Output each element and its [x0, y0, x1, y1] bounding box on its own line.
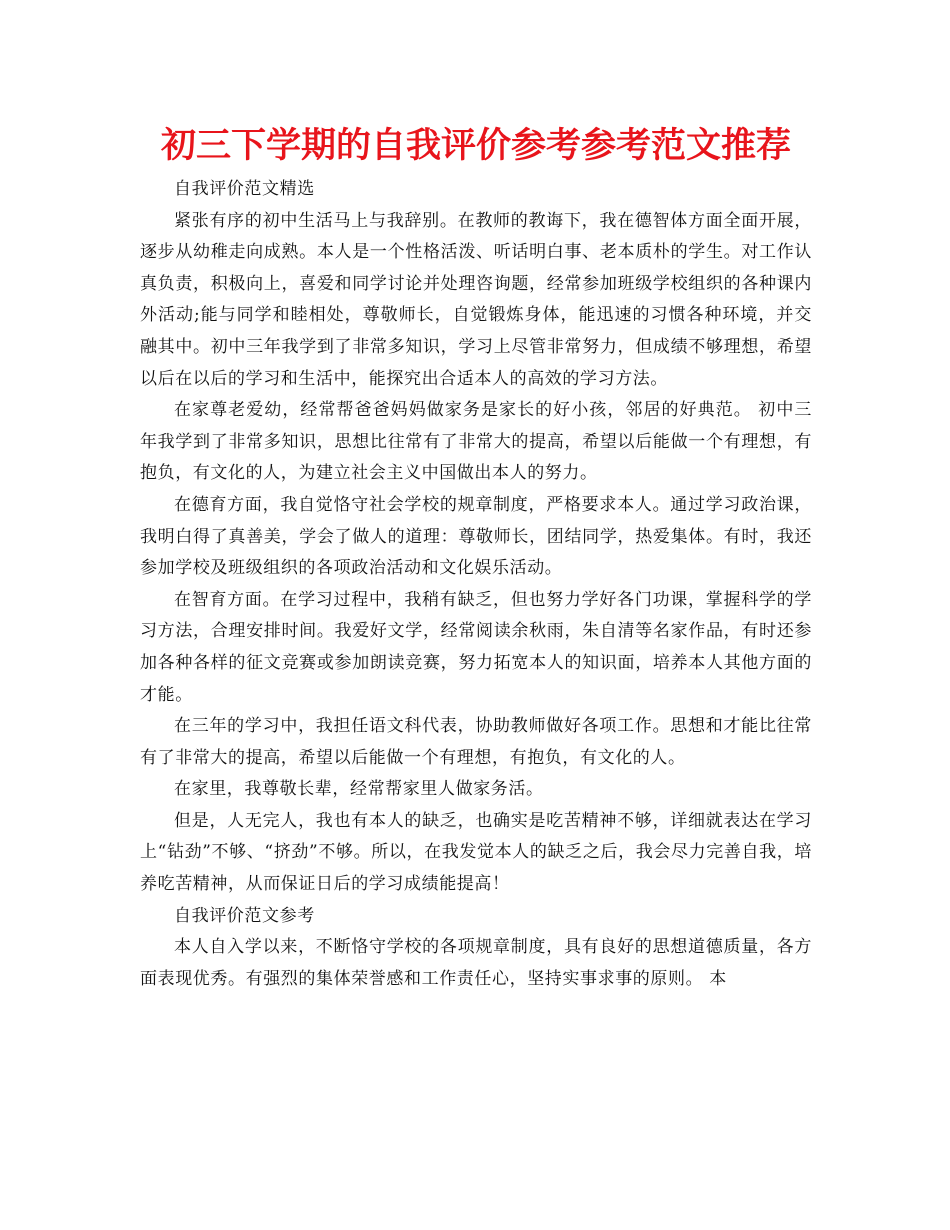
paragraph-6: 在家里，我尊敬长辈，经常帮家里人做家务活。 — [174, 779, 544, 800]
document-title: 初三下学期的自我评价参考参考范文推荐 — [160, 126, 791, 166]
section-heading-1: 自我评价范文精选 — [174, 179, 315, 199]
paragraph-3: 在德育方面，我自觉恪守社会学校的规章制度，严格要求本人。通过学习政治课，我明白得了真善美，学会了做人的道理：尊敬师长，团结同学，热爱集体。有时，我还参加学校及班级组织的各项政治活动和文化娱乐活动。 — [140, 494, 812, 579]
paragraph-5: 在三年的学习中，我担任语文科代表，协助教师做好各项工作。思想和才能比往常有了非常大的提高，希望以后能做一个有理想，有抱负，有文化的人。 — [140, 716, 812, 768]
paragraph-1: 紧张有序的初中生活马上与我辞别。在教师的教诲下，我在德智体方面全面开展，逐步从幼稚走向成熟。本人是一个性格活泼、听话明白事、老本质朴的学生。对工作认真负责，积极向上，喜爱和同学讨论并处理咨询题，经常参加班级学校组织的各种课内外活动;能与同学和睦相处，尊敬师长，自觉锻炼身体，能迅速的习惯各种环境，并交融其中。初中三年我学到了非常多知识，学习上尽管非常努力，但成绩不够理想，希望以后在以后的学习和生活中，能探究出合适本人的高效的学习方法。 — [140, 210, 812, 389]
paragraph-4: 在智育方面。在学习过程中，我稍有缺乏，但也努力学好各门功课，掌握科学的学习方法，合理安排时间。我爱好文学，经常阅读余秋雨，朱自清等名家作品，有时还参加各种各样的征文竞赛或参加朗读竞赛，努力拓宽本人的知识面，培养本人其他方面的才能。 — [140, 589, 812, 705]
paragraph-7: 但是，人无完人，我也有本人的缺乏，也确实是吃苦精神不够，详细就表达在学习上“钻劲”不够、“挤劲”不够。所以，在我发觉本人的缺乏之后，我会尽力完善自我，培养吃苦精神，从而保证日后的学习成绩能提高！ — [140, 810, 812, 895]
document-page — [140, 118, 812, 995]
section-heading-2: 自我评价范文参考 — [174, 905, 315, 926]
paragraph-2: 在家尊老爱幼，经常帮爸爸妈妈做家务是家长的好小孩，邻居的好典范。 初中三年我学到了非常多知识，思想比往常有了非常大的提高，希望以后能做一个有理想，有抱负，有文化的人，为建立社会主义中国做出本人的努力。 — [140, 400, 812, 484]
paragraph-8: 本人自入学以来，不断恪守学校的各项规章制度，具有良好的思想道德质量，各方面表现优秀。有强烈的集体荣誉感和工作责任心，坚持实事求事的原则。 本 — [140, 937, 812, 989]
